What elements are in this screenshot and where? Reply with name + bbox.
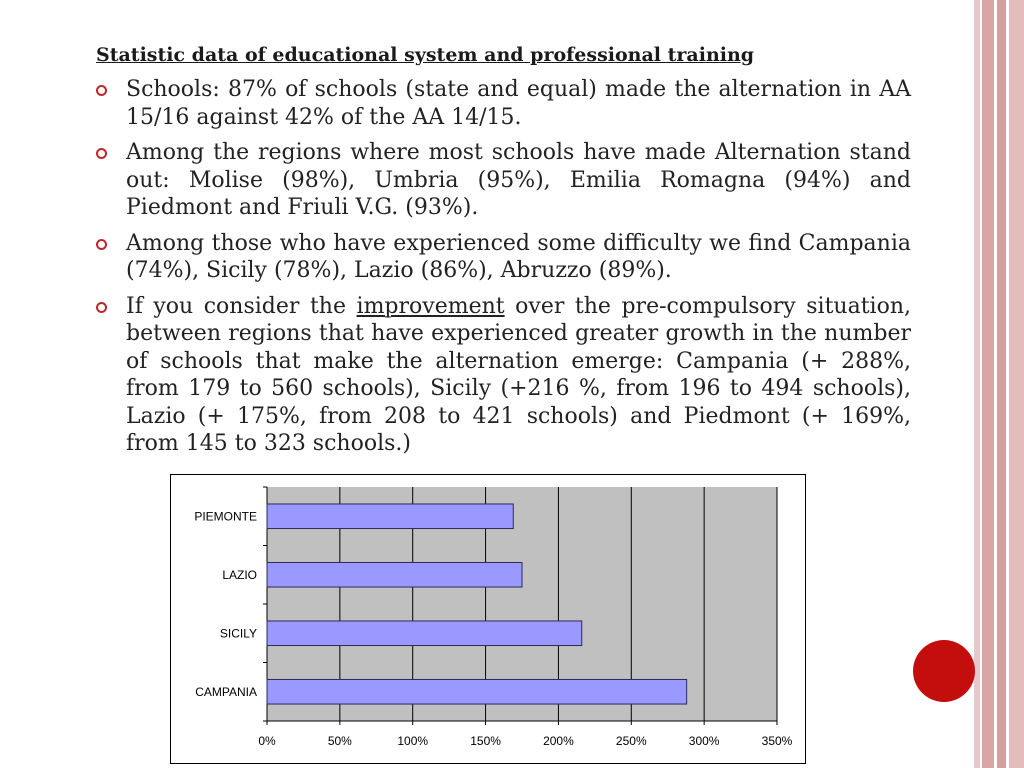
decorative-red-circle	[913, 640, 975, 702]
bullet-circle-icon	[96, 148, 107, 159]
bullet-circle-icon	[96, 239, 107, 250]
bullet-item	[96, 76, 911, 131]
x-tick-label: 50%	[327, 734, 352, 748]
x-tick-label: 150%	[470, 734, 501, 748]
bullet-circle-icon	[96, 302, 107, 313]
slide-heading: Statistic data of educational system and professional training	[96, 44, 755, 66]
bullet-list	[96, 76, 911, 466]
x-tick-label: 100%	[397, 734, 429, 748]
bar-piemonte	[267, 504, 513, 529]
bullet-text	[126, 293, 911, 458]
bullet-text-underlined: improvement	[356, 293, 505, 319]
bar-chart-svg	[171, 475, 805, 763]
category-label: PIEMONTE	[194, 509, 257, 524]
bullet-text: Among those who have experienced some difficulty we find Campania (74%), Sicily (78%), Lazio (86%), Abruzzo (89%).	[126, 230, 911, 283]
x-tick-label: 300%	[688, 734, 720, 748]
bullet-text-after: over the pre-compulsory situation, between regions that have experienced greater growth in the number of schools that make the alternation emerge: Campania (+ 288%, from 179 to 560 schools), Sicily (+216 %, from 196 to 494 schools), Lazio (+ 175%, from 208 to 421 schools) and Piedmont (+ 169%, from 145 to 323 schools.)	[126, 293, 911, 456]
bullet-text-before: If you consider the	[126, 293, 346, 319]
bullet-text: Schools: 87% of schools (state and equal) made the alternation in AA 15/16 against 42% of the AA 14/15.	[126, 77, 911, 130]
category-label: LAZIO	[222, 567, 257, 582]
bullet-circle-icon	[96, 85, 107, 96]
bar-sicily	[267, 621, 582, 646]
bar-campania	[267, 679, 687, 704]
category-label: SICILY	[219, 626, 257, 641]
bullet-item	[96, 230, 911, 285]
bullet-item	[96, 139, 911, 222]
category-label: CAMPANIA	[195, 684, 257, 699]
x-tick-label: 200%	[543, 734, 574, 748]
x-tick-label: 350%	[761, 734, 793, 748]
bar-chart	[170, 474, 806, 764]
x-tick-label: 250%	[615, 734, 647, 748]
x-tick-label: 0%	[258, 734, 276, 748]
bullet-item	[96, 293, 911, 458]
bar-lazio	[267, 562, 522, 587]
decorative-stripes	[974, 0, 1024, 768]
bullet-text: Among the regions where most schools have made Alternation stand out: Molise (98%), Umbria (95%), Emilia Romagna (94%) and Piedmont and Friuli V.G. (93%).	[126, 140, 911, 220]
